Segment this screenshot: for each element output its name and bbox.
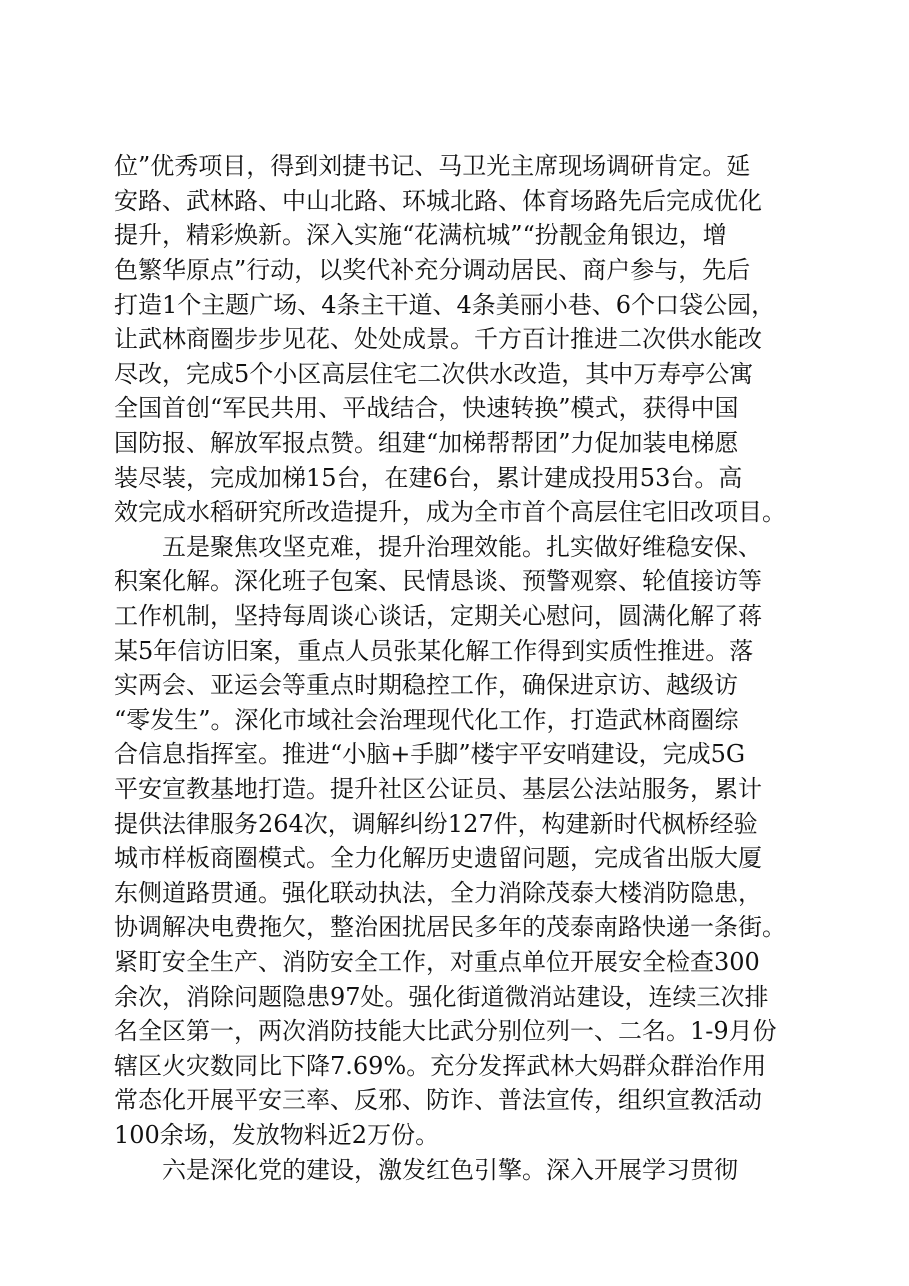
text-line: 紧盯安全生产、消防安全工作，对重点单位开展安全检查300 xyxy=(114,948,760,976)
text-line: 协调解决电费拖欠，整治困扰居民多年的茂泰南路快递一条街。 xyxy=(114,913,786,941)
text-line: 国防报、解放军报点赞。组建“加梯帮帮团”力促加装电梯愿 xyxy=(114,429,739,457)
text-line: 名全区第一，两次消防技能大比武分别位列一、二名。1-9月份 xyxy=(114,1017,777,1045)
text-line: 位”优秀项目，得到刘捷书记、马卫光主席现场调研肯定。延 xyxy=(114,152,751,180)
text-line: “零发生”。深化市域社会治理现代化工作，打造武林商圈综 xyxy=(114,706,739,734)
text-line: 提供法律服务264次，调解纠纷127件，构建新时代枫桥经验 xyxy=(114,810,758,838)
text-line: 实两会、亚运会等重点时期稳控工作，确保进京访、越级访 xyxy=(114,671,738,699)
text-line: 全国首创“军民共用、平战结合，快速转换”模式，获得中国 xyxy=(114,394,739,422)
text-line: 辖区火灾数同比下降7.69%。充分发挥武林大妈群众群治作用 xyxy=(114,1052,767,1080)
text-line: 尽改，完成5个小区高层住宅二次供水改造，其中万寿亭公寓 xyxy=(114,360,754,388)
text-line: 安路、武林路、中山北路、环城北路、体育场路先后完成优化 xyxy=(114,187,762,215)
text-line: 工作机制，坚持每周谈心谈话，定期关心慰问，圆满化解了蒋 xyxy=(114,602,762,630)
paragraph-first-line: 五是聚焦攻坚克难，提升治理效能。扎实做好维稳安保、 xyxy=(162,533,762,561)
text-line: 平安宣教基地打造。提升社区公证员、基层公法站服务，累计 xyxy=(114,775,762,803)
text-line: 积案化解。深化班子包案、民情恳谈、预警观察、轮值接访等 xyxy=(114,567,762,595)
text-line: 某5年信访旧案，重点人员张某化解工作得到实质性推进。落 xyxy=(114,637,754,665)
text-line: 合信息指挥室。推进“小脑+手脚”楼宇平安哨建设，完成5G xyxy=(114,740,746,768)
text-line: 装尽装，完成加梯15台，在建6台，累计建成投用53台。高 xyxy=(114,464,743,492)
text-line: 打造1个主题广场、4条主干道、4条美丽小巷、6个口袋公园， xyxy=(114,291,776,319)
text-line: 效完成水稻研究所改造提升，成为全市首个高层住宅旧改项目。 xyxy=(114,498,786,526)
text-line: 城市样板商圈模式。全力化解历史遗留问题，完成省出版大厦 xyxy=(114,844,762,872)
text-line: 提升，精彩焕新。深入实施“花满杭城”“扮靓金角银边，增 xyxy=(114,221,727,249)
text-line: 余次，消除问题隐患97处。强化街道微消站建设，连续三次排 xyxy=(114,983,769,1011)
text-line: 色繁华原点”行动，以奖代补充分调动居民、商户参与，先后 xyxy=(114,256,751,284)
text-line: 常态化开展平安三率、反邪、防诈、普法宣传，组织宣教活动 xyxy=(114,1086,762,1114)
text-line: 100余场，发放物料近2万份。 xyxy=(114,1121,440,1149)
paragraph-first-line: 六是深化党的建设，激发红色引擎。深入开展学习贯彻 xyxy=(162,1156,738,1184)
text-line: 让武林商圈步步见花、处处成景。千方百计推进二次供水能改 xyxy=(114,325,762,353)
text-line: 东侧道路贯通。强化联动执法，全力消除茂泰大楼消防隐患， xyxy=(114,879,762,907)
